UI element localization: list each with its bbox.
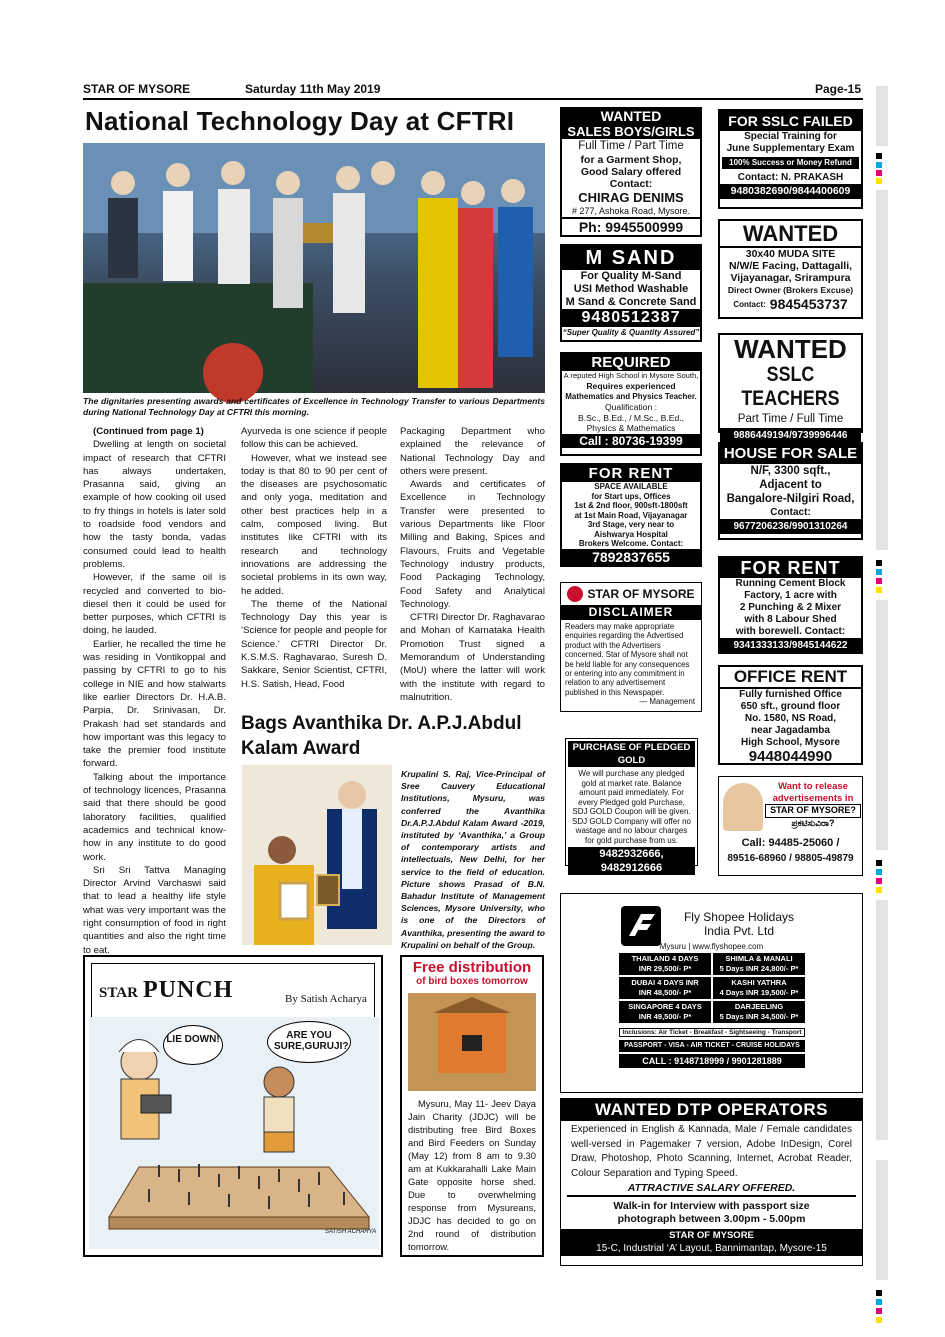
ad-line: 9448044990: [748, 748, 833, 765]
ad-sslc-failed: [718, 109, 863, 209]
article-column-1: [83, 425, 226, 957]
speech-bubble-2: ARE YOU SURE,GURUJI?: [267, 1021, 351, 1063]
ad-house-for-sale: [718, 442, 863, 540]
main-headline: National Technology Day at CFTRI: [85, 106, 515, 136]
ad-line: Vijayanagar, Srirampura: [730, 272, 851, 284]
fly-shopee-name: Fly Shopee Holidays India Pvt. Ltd: [683, 910, 795, 938]
color-strip: [876, 190, 888, 550]
paragraph: Dwelling at length on societal impact of research that CFTRI has always undertaken, Prasanna said, giving an example of how cooking oil used to fry things in hotels is later sold to roadside food vendors and how the tasty bonda, vadas consumed could lead to health problems.: [83, 439, 226, 570]
ad-line: PASSPORT - VISA - AIR TICKET - CRUISE HOLIDAYS: [619, 1040, 805, 1052]
ad-line: 9341333133/9845144622: [720, 638, 861, 653]
ad-line: CALL : 9148718999 / 9901281889: [619, 1054, 805, 1068]
ad-line: 89516-68960 / 98805-49879: [727, 853, 854, 864]
speech-bubble-1: LIE DOWN!: [163, 1025, 223, 1065]
ad-line: Inclusions: Air Ticket - Breakfast - Sightseeing - Transport: [619, 1028, 805, 1037]
package-cell: SINGAPORE 4 DAYS INR 49,500/- P*: [619, 1001, 711, 1023]
ad-line: 9677206236/9901310264: [720, 519, 861, 534]
ad-line: N/F, 3300 sqft.,: [750, 465, 831, 477]
fly-shopee-packages: [619, 953, 805, 1023]
ad-line: CHIRAG DENIMS: [578, 190, 684, 205]
reg-mark: [876, 578, 882, 584]
issue-date: Saturday 11th May 2019: [245, 82, 381, 96]
main-photo-caption: The dignitaries presenting awards and certificates of Excellence in Technology Transfer to various Departments during National Technology Day at CFTRI this morning.: [83, 396, 545, 417]
ad-line: Fully furnished Office: [739, 689, 842, 700]
cftri-award-photo: [83, 143, 545, 393]
ad-line: Call : 80736-19399: [562, 434, 700, 448]
ad-line: 7892837655: [562, 549, 700, 565]
ad-line: OFFICE RENT: [720, 667, 861, 689]
ad-for-rent-space: [560, 463, 702, 567]
paragraph: However, what we instead see today is that 80 to 90 per cent of the diseases are psychosomatic and only yoga, meditation and other best practices help in a calm, composed living. But institutes like CFTRI with its research and technology innovations are addressing the societal problems in its own way, he added.: [241, 452, 387, 597]
ad-line: Special Training for: [744, 131, 837, 142]
cartoonist-signature: SATISH ACHARYA: [325, 1229, 377, 1235]
paper-name: STAR OF MYSORE: [83, 82, 191, 96]
paragraph: However, if the same oil is recycled and converted to bio-diesel then it could be used for better purposes, which CFTRI is doing, he lauded.: [83, 572, 226, 637]
ad-line: Adjacent to: [759, 479, 822, 491]
ad-line: 2 Punching & 2 Mixer: [739, 602, 842, 613]
reg-mark: [876, 1308, 882, 1314]
ad-for-rent-factory: [718, 556, 863, 654]
reg-mark: [876, 560, 882, 566]
ad-release-ads: [718, 776, 863, 876]
reg-mark: [876, 162, 882, 168]
paragraph: Talking about the importance of technology licences, Prasanna said that there should be good laboratory facilities, qualified academics and technical know-how in any institute to do good work.: [83, 771, 226, 863]
ad-msand: [560, 244, 702, 342]
ad-line: 1st & 2nd floor, 900sft-1800sft: [574, 501, 688, 510]
ad-line: Mysuru | www.flyshopee.com: [659, 942, 764, 951]
color-strip: [876, 1160, 888, 1280]
ad-line: For Quality M-Sand: [580, 270, 682, 282]
ad-fly-shopee: [560, 893, 863, 1093]
ad-disclaimer: [560, 582, 702, 712]
ad-line: 9482932666, 9482912666: [568, 847, 695, 875]
ad-line: 30x40 MUDA SITE: [745, 248, 836, 260]
award-caption: Krupalini S. Raj, Vice-Principal of Sree Cauvery Educational Institutions, Mysuru, was conferred the Avanthika Dr.A.P.J.Abdul Kalam Award -2019, instituted by ‘Avanthika,’ a Group of contemporary artists and intellectuals, New Delhi, for her service to the field of education. Picture shows Prasad of B.N. Bahadur Institute of Management Sciences, Mysore University, who is one of the Directors of Avanthika, presenting the award to Krupalini on behalf of the Group.: [401, 769, 545, 950]
ad-line: Factory, 1 acre with: [744, 590, 837, 601]
ad-line: “Super Quality & Quantity Assured”: [562, 328, 700, 337]
cartoon-drawing: [89, 1017, 379, 1249]
ad-line: Running Cement Block: [735, 578, 846, 589]
ad-line: M SAND: [562, 246, 700, 270]
ad-line: with 8 Labour Shed: [744, 614, 837, 625]
ad-line: WANTED DTP OPERATORS: [561, 1099, 862, 1121]
ad-wanted-dtp: [560, 1098, 863, 1266]
header-rule: [83, 98, 863, 100]
ad-line: Good Salary offered: [580, 166, 682, 178]
ad-line: Contact:: [770, 507, 811, 518]
package-cell: DARJEELING 5 Days INR 34,500/- P*: [713, 1001, 805, 1023]
ad-line: Call: 94485-25060 /: [741, 837, 840, 849]
reg-mark: [876, 170, 882, 176]
ad-line: Readers may make appropriate enquiries regarding the Advertised product with the Advertisers concerned. Star of Mysore shall not be held liable for any consequences or entering into any commitment in relation to any advertisement published in this Newspaper.: [565, 622, 690, 697]
ad-line: 9845453737: [769, 296, 848, 312]
ad-line: Mathematics and Physics Teacher.: [565, 391, 697, 401]
ad-line: for Start ups, Offices: [591, 491, 671, 501]
ad-line: Ph: 9945500999: [562, 217, 700, 236]
ad-line: STAR OF MYSORE: [561, 1229, 862, 1242]
ad-line: # 277, Ashoka Road, Mysore.: [571, 206, 691, 216]
ad-line: WANTED: [562, 109, 700, 124]
ad-line: SPACE AVAILABLE: [594, 482, 668, 491]
bird-box-story: [400, 955, 544, 1257]
paragraph: Packaging Department who explained the relevance of National Technology Day and others were present.: [400, 426, 545, 477]
ad-line: ATTRACTIVE SALARY OFFERED.: [567, 1181, 856, 1197]
ad-line: B.Sc., B.Ed., / M.Sc., B.Ed.,: [577, 412, 685, 423]
reg-mark: [876, 569, 882, 575]
ad-line: No. 1580, NS Road,: [744, 713, 837, 724]
reg-mark: [876, 860, 882, 866]
ad-line: with borewell. Contact:: [735, 626, 846, 637]
punch-byline: By Satish Acharya: [285, 993, 367, 1005]
ad-line: SALES BOYS/GIRLS: [562, 124, 700, 139]
ad-line: Full Time / Part Time: [578, 140, 684, 152]
ad-line: 650 sft., ground floor: [740, 701, 841, 712]
package-cell: THAILAND 4 DAYS INR 29,500/- P*: [619, 953, 711, 975]
ad-line: Requires experienced: [586, 381, 676, 391]
paragraph: Earlier, he recalled the time he was residing in Vontikoppal and passing by CFTRI to go to his college in NIE and how stalwarts like earlier Directors Dr. H.A.B. Parpia, Dr. Srinivasan, Dr. Prakash had set standards and how important was this legacy to take the premier food institute forward.: [83, 638, 226, 770]
ad-line: 3rd Stage, very near to: [587, 520, 675, 529]
paragraph: The theme of the National Technology Day this year is ‘Science for people and people for Science.’ CFTRI Director Dr. K.S.M.S. Raghavarao, Suresh D. Sakkare, Senior Scientist, CFTRI, H.S. Satish, Head, Food: [241, 598, 387, 690]
reg-mark: [876, 1317, 882, 1323]
reg-mark: [876, 1299, 882, 1305]
ad-line: 9480512387: [562, 309, 700, 327]
ad-office-rent: [718, 665, 863, 765]
ad-line: High School, Mysore: [741, 737, 840, 748]
ad-line: for a Garment Shop,: [580, 154, 682, 166]
ad-line: M Sand & Concrete Sand: [565, 296, 697, 308]
ad-line: 15-C, Industrial ‘A’ Layout, Bannimantap, Mysore-15: [561, 1242, 862, 1256]
ad-line: We will purchase any pledged gold at market rate. Balance amount paid immediately. For every Pledged gold Purchase, SDJ GOLD Coupon will be given. SDJ GOLD Company will offer no wastage and no labour charges for gold purchase from us.: [571, 769, 691, 845]
ad-line: WANTED: [734, 334, 847, 364]
package-cell: KASHI YATHRA 4 Days INR 19,500/- P*: [713, 977, 805, 999]
ad-required: [560, 352, 702, 456]
reg-mark: [876, 153, 882, 159]
package-cell: DUBAI 4 DAYS INR INR 48,500/- P*: [619, 977, 711, 999]
ad-line: STAR OF MYSORE: [587, 587, 695, 601]
reg-mark: [876, 887, 882, 893]
ad-line: Brokers Welcome. Contact:: [578, 539, 684, 548]
ad-wanted-sales: [560, 107, 702, 237]
ad-line: at 1st Main Road, Vijayanagar: [574, 510, 688, 520]
ad-line: 9886449194/9739996446: [720, 428, 861, 443]
ad-line: FOR RENT: [720, 558, 861, 578]
paragraph: Sri Sri Tattva Managing Director Arvind Varchaswi said that to lead a healthy life style what was very important was the right consumption of food in right quantities and also the right time to eat.: [83, 864, 226, 956]
ad-line: SSLC TEACHERS: [741, 363, 840, 410]
ad-line: Aishwarya Hospital: [594, 529, 668, 539]
ad-line: Bangalore-Nilgiri Road,: [726, 493, 855, 505]
paragraph: Awards and certificates of Excellence in Technology Transfer were presented to various Departments like Floor Milling and Baking, Spices and Flavours, Fruits and Vegetable Technology industry products, Food Packaging Technology, Food Safety and Analytical Technology.: [400, 479, 545, 610]
reg-mark: [876, 178, 882, 184]
punch-title: PUNCH: [143, 977, 234, 1003]
ad-line: near Jagadamba: [751, 725, 830, 736]
ad-line: DISCLAIMER: [561, 605, 701, 620]
award-photo: [242, 765, 392, 945]
paragraph: Ayurveda is one science if people follow this can be achieved.: [241, 426, 387, 451]
paragraph: CFTRI Director Dr. Raghavarao and Mohan of Karnataka Health Promotion Trust signed a Memorandum of Understanding (MoU) where the latter will work with the institute with regard to malnutrition.: [400, 612, 545, 703]
ad-line: 9480382690/9844400609: [720, 184, 861, 199]
ad-line: Physics & Mathematics: [586, 423, 676, 433]
ad-line: FOR RENT: [562, 465, 700, 482]
ad-sslc-teachers: [718, 333, 863, 441]
release-text: Want to release advertisements in STAR OF MYSORE? ಪ್ರಕಟಿಸುವಿರಾ?: [765, 781, 861, 829]
ad-line: 100% Success or Money Refund: [722, 157, 859, 169]
article-column-2: [241, 425, 387, 691]
ad-line: — Management: [639, 697, 695, 707]
ad-line: WANTED: [720, 221, 861, 248]
punch-star-label: STAR: [99, 985, 138, 1001]
reg-mark: [876, 878, 882, 884]
star-punch-box: [83, 955, 383, 1257]
reg-mark: [876, 587, 882, 593]
ad-line: Part Time / Full Time: [737, 413, 844, 425]
ad-line: Contact:: [609, 178, 653, 190]
ad-line: HOUSE FOR SALE: [720, 444, 861, 464]
ad-wanted-site: [718, 219, 863, 319]
color-strip: [876, 86, 888, 146]
ad-line: USI Method Washable: [573, 283, 689, 295]
ad-line: Direct Owner (Brokers Excuse): [727, 285, 854, 295]
ad-line: June Supplementary Exam: [726, 143, 855, 154]
article-column-3: [400, 425, 545, 704]
ad-line: Contact:: [733, 299, 766, 309]
color-strip: [876, 900, 888, 1140]
paragraph: (Continued from page 1): [93, 426, 204, 437]
package-cell: SHIMLA & MANALI 5 Days INR 24,800/- P*: [713, 953, 805, 975]
bird-text: Mysuru, May 11- Jeev Daya Jain Charity (JDJC) will be distributing free Bird Boxes and Bird Feeders on Sunday (May 12) from 8 am to 9.30 am at Kukkarahalli Lake Main Gate opposite horse shed. Due to overwhelming response from Mysureans, JDJC has decided to go on 2nd round of distribution tomorrow.: [408, 1098, 536, 1252]
reg-mark: [876, 1290, 882, 1296]
bird-headline: Free distribution: [412, 959, 532, 976]
fly-shopee-logo-icon: [621, 906, 661, 946]
ad-pledged-gold: [565, 738, 698, 874]
page-number: Page-15: [815, 82, 862, 96]
ad-line: N/W/E Facing, Dattagalli,: [728, 260, 853, 272]
ad-line: PURCHASE OF PLEDGED GOLD: [568, 741, 695, 767]
ad-line: Experienced in English & Kannada, Male / Female candidates well-versed in Pagemaker 7 version, Adobe InDesign, Corel Draw, Photoshop, Photo Scanning, Internet, Acrobat Reader, Colour Separation and Typing Speed.: [571, 1124, 852, 1179]
star-logo-icon: [567, 586, 583, 602]
mascot-icon: [723, 783, 763, 831]
bird-subheadline: of bird boxes tomorrow: [416, 976, 528, 987]
color-strip: [876, 600, 888, 850]
reg-mark: [876, 869, 882, 875]
ad-line: FOR SSLC FAILED: [720, 111, 861, 131]
bird-box-photo: [408, 993, 536, 1091]
award-headline: Bags Avanthika Dr. A.P.J.Abdul Kalam Award: [241, 713, 522, 759]
ad-line: Qualification :: [604, 402, 658, 412]
ad-line: REQUIRED: [562, 354, 700, 371]
ad-line: A reputed High School in Mysore South,: [563, 371, 699, 380]
ad-line: Walk-in for Interview with passport size photograph between 3.00pm - 5.00pm: [613, 1200, 810, 1225]
ad-line: Contact: N. PRAKASH: [737, 172, 844, 183]
